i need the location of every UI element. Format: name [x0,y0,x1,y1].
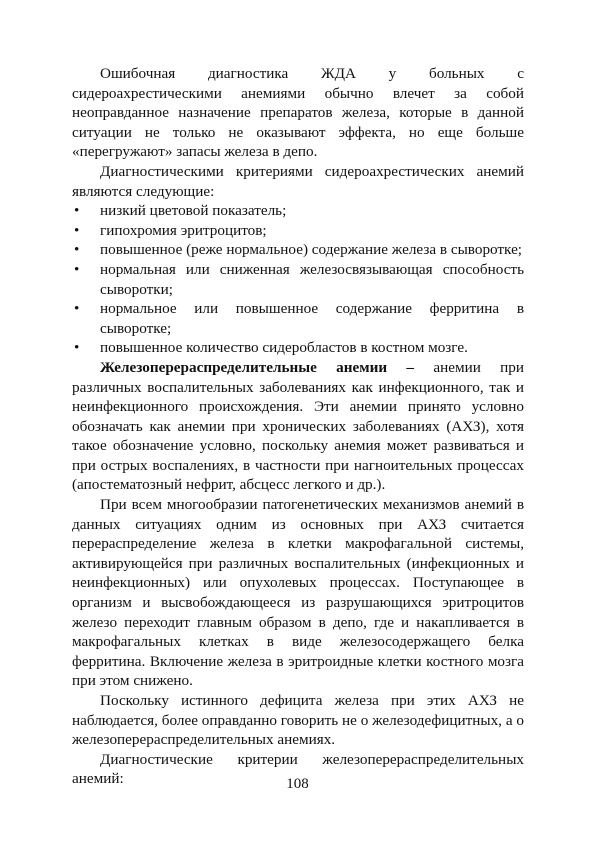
list-item-text: повышенное количество сидеробластов в костном мозге. [100,339,468,357]
bullet-icon: • [74,339,80,357]
paragraph-iron-redistribution-definition [72,358,524,495]
list-item-text: повышенное (реже нормальное) содержание железа в сыворотке; [100,241,523,259]
paragraph-terminology: Поскольку истинного дефицита железа при этих АХЗ не наблюдается, более оправданно говорить не о железодефицитных, а о железоперераспределительных анемиях. [72,692,524,749]
paragraph-pathogenesis: При всем многообразии патогенетических механизмов анемий в данных ситуациях одним из основных при АХЗ считается перераспределение железа в клетки макрофагальной системы, активирующейся при различных воспалительных (инфекционных и неинфекционных) или опухолевых процессах. Поступающее в организм и высвобождающееся из разрушающихся эритроцитов железо переходит главным образом в депо, где и накапливается в макрофагальных клетках в виде железосодержащего белка ферритина. Включение железа в эритроидные клетки костного мозга при этом снижено. [72,496,524,690]
list-item-text: гипохромия эритроцитов; [100,221,267,239]
bullet-icon: • [74,241,80,259]
paragraph-sideroachrestic-criteria-intro: Диагностическими критериями сидероахрестических анемий являются следующие: [72,162,524,200]
sideroachrestic-criteria-list [72,201,524,358]
list-item [72,338,524,358]
list-item [72,299,524,338]
paragraph-misdiagnosis: Ошибочная диагностика ЖДА у больных с сидероахрестическими анемиями обычно влечет за собой неоправданное назначение препаратов железа, которые в данной ситуации не только не оказывают эффекта, но еще больше «перегружают» запасы железа в депо. [72,65,524,161]
paragraph-iron-redistribution-criteria-intro: Диагностические критерии железоперераспределительных анемий: [72,750,524,788]
list-item-text: нормальное или повышенное содержание ферритина в сыворотке; [100,300,524,337]
bullet-icon: • [74,221,80,239]
list-item [72,221,524,241]
bullet-icon: • [74,260,80,278]
bullet-icon: • [74,300,80,318]
list-item-text: низкий цветовой показатель; [100,202,287,220]
term-heading: Железоперераспределительные анемии – [100,358,415,376]
list-item [72,240,524,260]
page-number: 108 [286,776,309,792]
list-item [72,201,524,221]
page-body [72,64,524,789]
list-item [72,260,524,299]
list-item-text: нормальная или сниженная железосвязывающая способность сыворотки; [100,260,524,298]
bullet-icon: • [74,202,80,220]
term-definition: анемии при различных воспалительных заболеваниях как инфекционного, так и неинфекционного происхождения. Эти анемии принято условно обозначать как анемии при хронических заболеваниях (АХЗ), хотя такое обозначение условно, поскольку анемия может развиваться и при острых воспалениях, в частности при нагноительных процессах (апостематозный нефрит, абсцесс легкого и др.). [72,358,524,494]
